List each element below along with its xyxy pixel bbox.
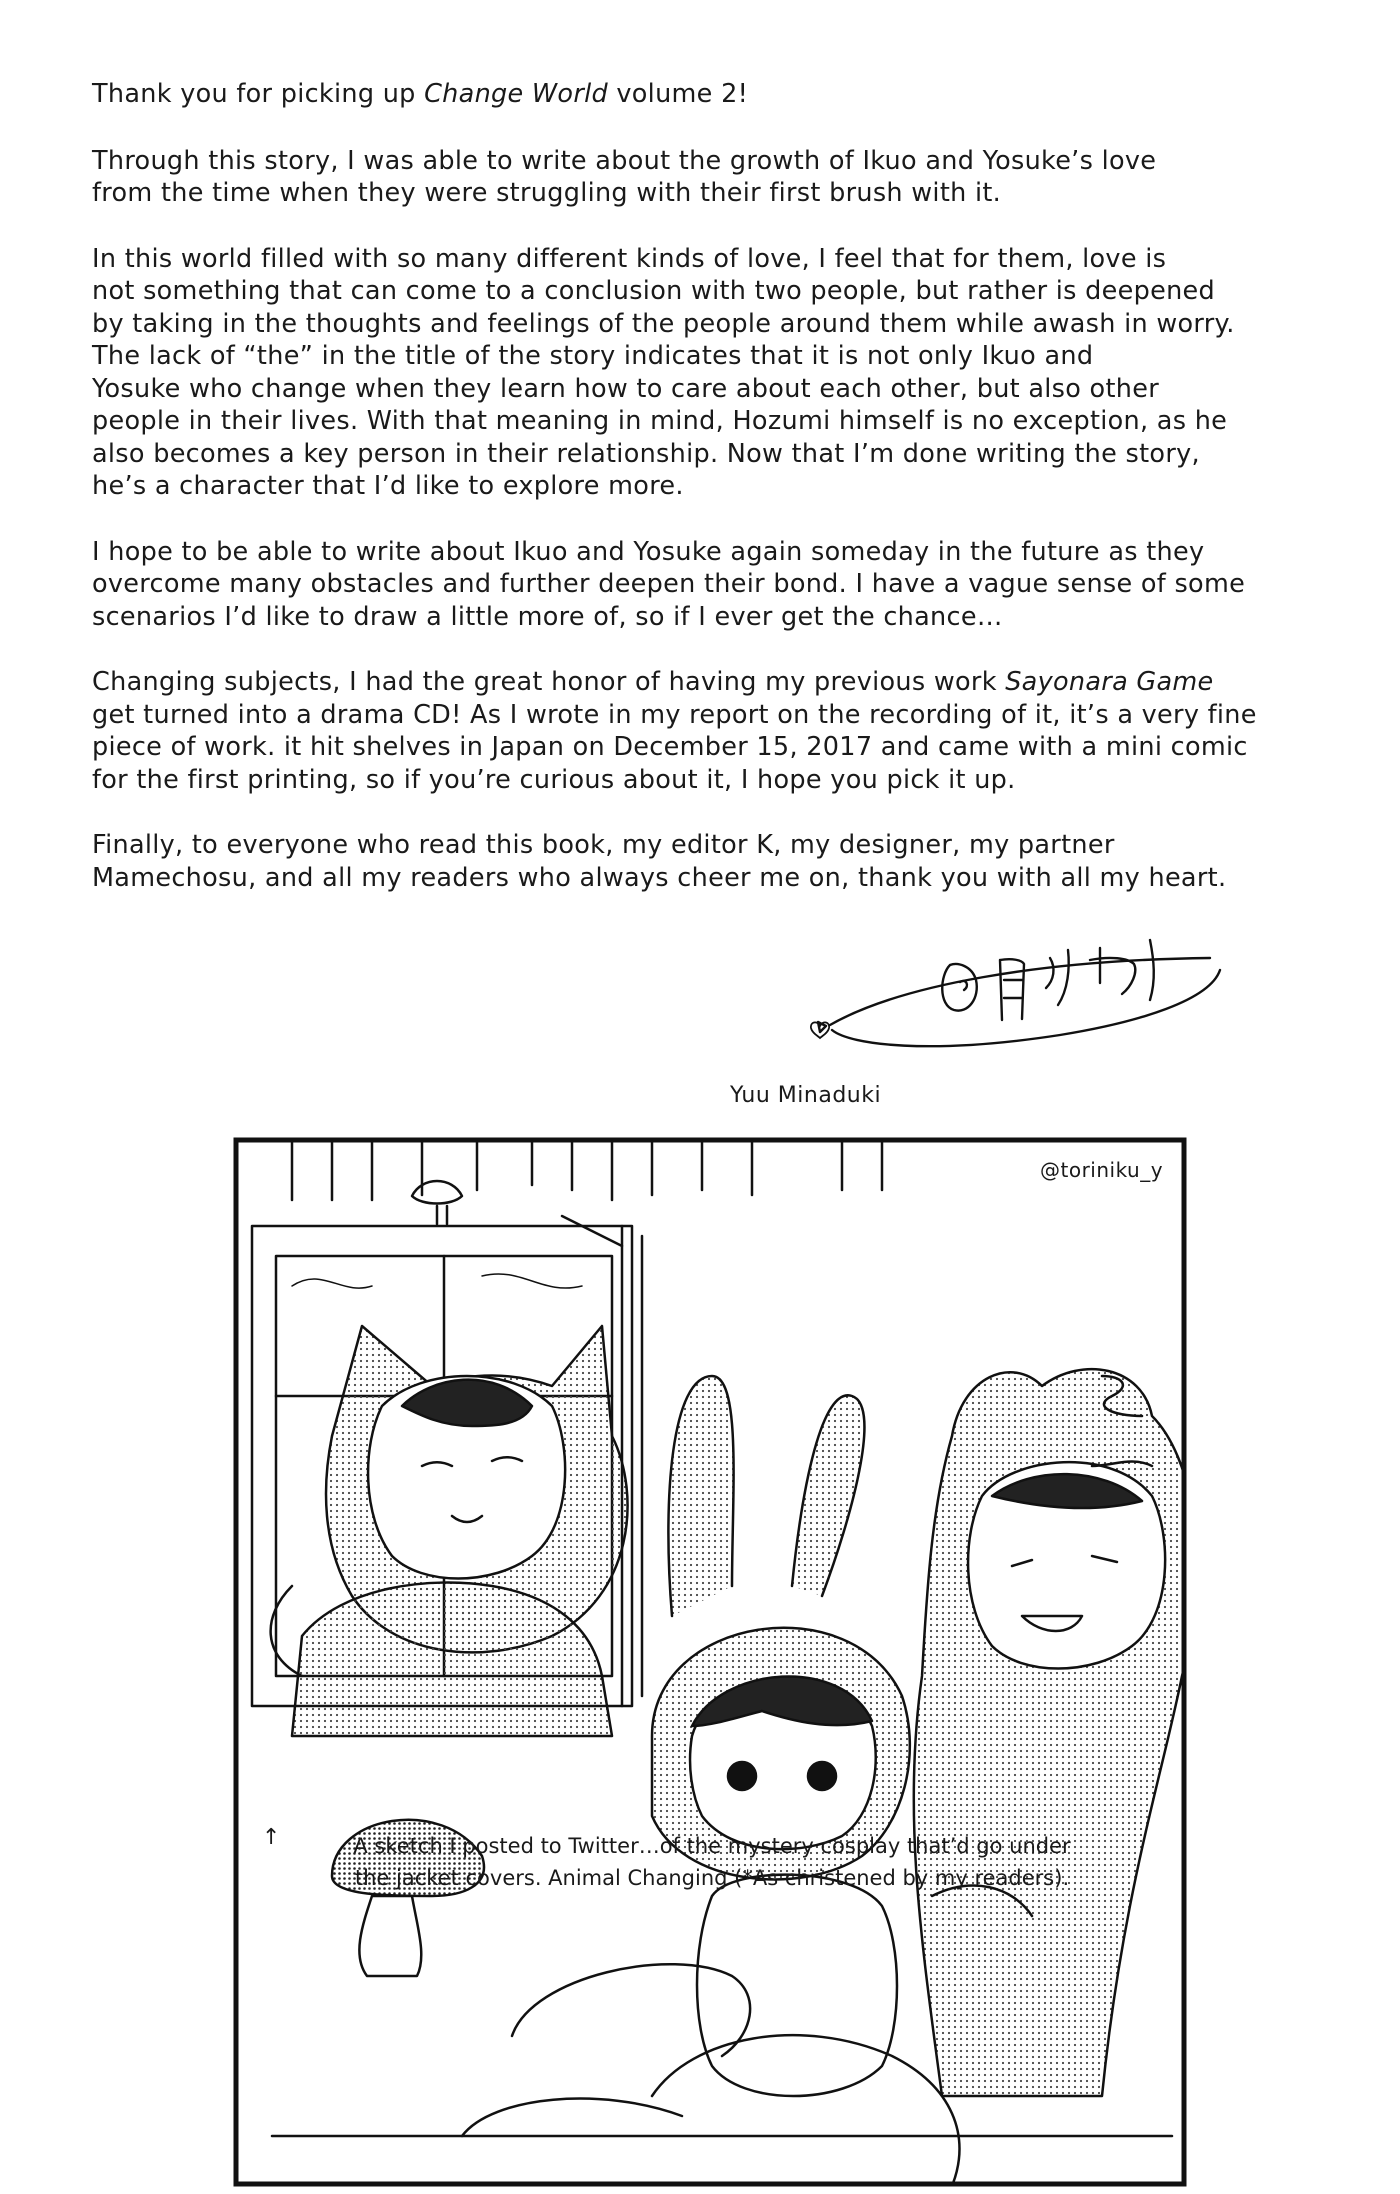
author-name: Yuu Minaduki xyxy=(730,1083,882,1108)
afterword-paragraph xyxy=(92,243,1322,503)
illustration-frame xyxy=(232,1136,1188,2188)
afterword-line: by taking in the thoughts and feelings of the people around them while awash in worry. xyxy=(92,308,1235,339)
twitter-handle: @toriniku_y xyxy=(1040,1158,1164,1182)
afterword-line: not something that can come to a conclusion with two people, but rather is deepened xyxy=(92,276,1216,306)
afterword-line: Changing subjects, I had the great honor of having my previous work Sayonara Game xyxy=(92,667,1214,697)
afterword-line: Mamechosu, and all my readers who always cheer me on, thank you with all my heart. xyxy=(92,862,1227,893)
afterword-line: for the first printing, so if you’re curious about it, I hope you pick it up. xyxy=(92,764,1016,795)
afterword-line: scenarios I’d like to draw a little more of, so if I ever get the chance… xyxy=(92,601,1003,632)
afterword-line: he’s a character that I’d like to explore more. xyxy=(92,471,684,501)
afterword-paragraph xyxy=(92,145,1322,210)
illustration-caption xyxy=(262,1830,1162,1894)
afterword-line: I hope to be able to write about Ikuo and Yosuke again someday in the future as they xyxy=(92,536,1205,567)
afterword-paragraph xyxy=(92,536,1322,634)
afterword-line: Through this story, I was able to write about the growth of Ikuo and Yosuke’s love xyxy=(92,145,1157,176)
author-signature xyxy=(810,930,1240,1090)
afterword-text xyxy=(92,78,1322,927)
afterword-line: In this world filled with so many different kinds of love, I feel that for them, love is xyxy=(92,243,1167,274)
afterword-line: get turned into a drama CD! As I wrote in my report on the recording of it, it’s a very fine xyxy=(92,699,1257,730)
afterword-line: Thank you for picking up Change World volume 2! xyxy=(92,79,749,109)
afterword-line: from the time when they were struggling with their first brush with it. xyxy=(92,178,1002,208)
afterword-line: piece of work. it hit shelves in Japan on December 15, 2017 and came with a mini comic xyxy=(92,732,1248,762)
afterword-line: also becomes a key person in their relationship. Now that I’m done writing the story, xyxy=(92,438,1200,469)
afterword-line: people in their lives. With that meaning in mind, Hozumi himself is no exception, as he xyxy=(92,406,1228,436)
caption-line: A sketch I posted to Twitter…of the mystery cosplay that’d go under xyxy=(353,1834,1071,1858)
manga-illustration xyxy=(232,1136,1192,2194)
afterword-line: Yosuke who change when they learn how to care about each other, but also other xyxy=(92,373,1159,404)
caption-line: the jacket covers. Animal Changing (*As christened by my readers). xyxy=(354,1866,1070,1890)
afterword-line: The lack of “the” in the title of the story indicates that it is not only Ikuo and xyxy=(92,341,1094,371)
caption-arrow-icon: ↑ xyxy=(262,1825,281,1850)
afterword-line: overcome many obstacles and further deepen their bond. I have a vague sense of some xyxy=(92,569,1246,599)
afterword-paragraph xyxy=(92,78,1322,111)
afterword-paragraph xyxy=(92,829,1322,894)
afterword-line: Finally, to everyone who read this book, my editor K, my designer, my partner xyxy=(92,830,1115,860)
afterword-paragraph xyxy=(92,666,1322,796)
book-title: Change World xyxy=(424,79,608,109)
book-title: Sayonara Game xyxy=(1005,667,1214,697)
